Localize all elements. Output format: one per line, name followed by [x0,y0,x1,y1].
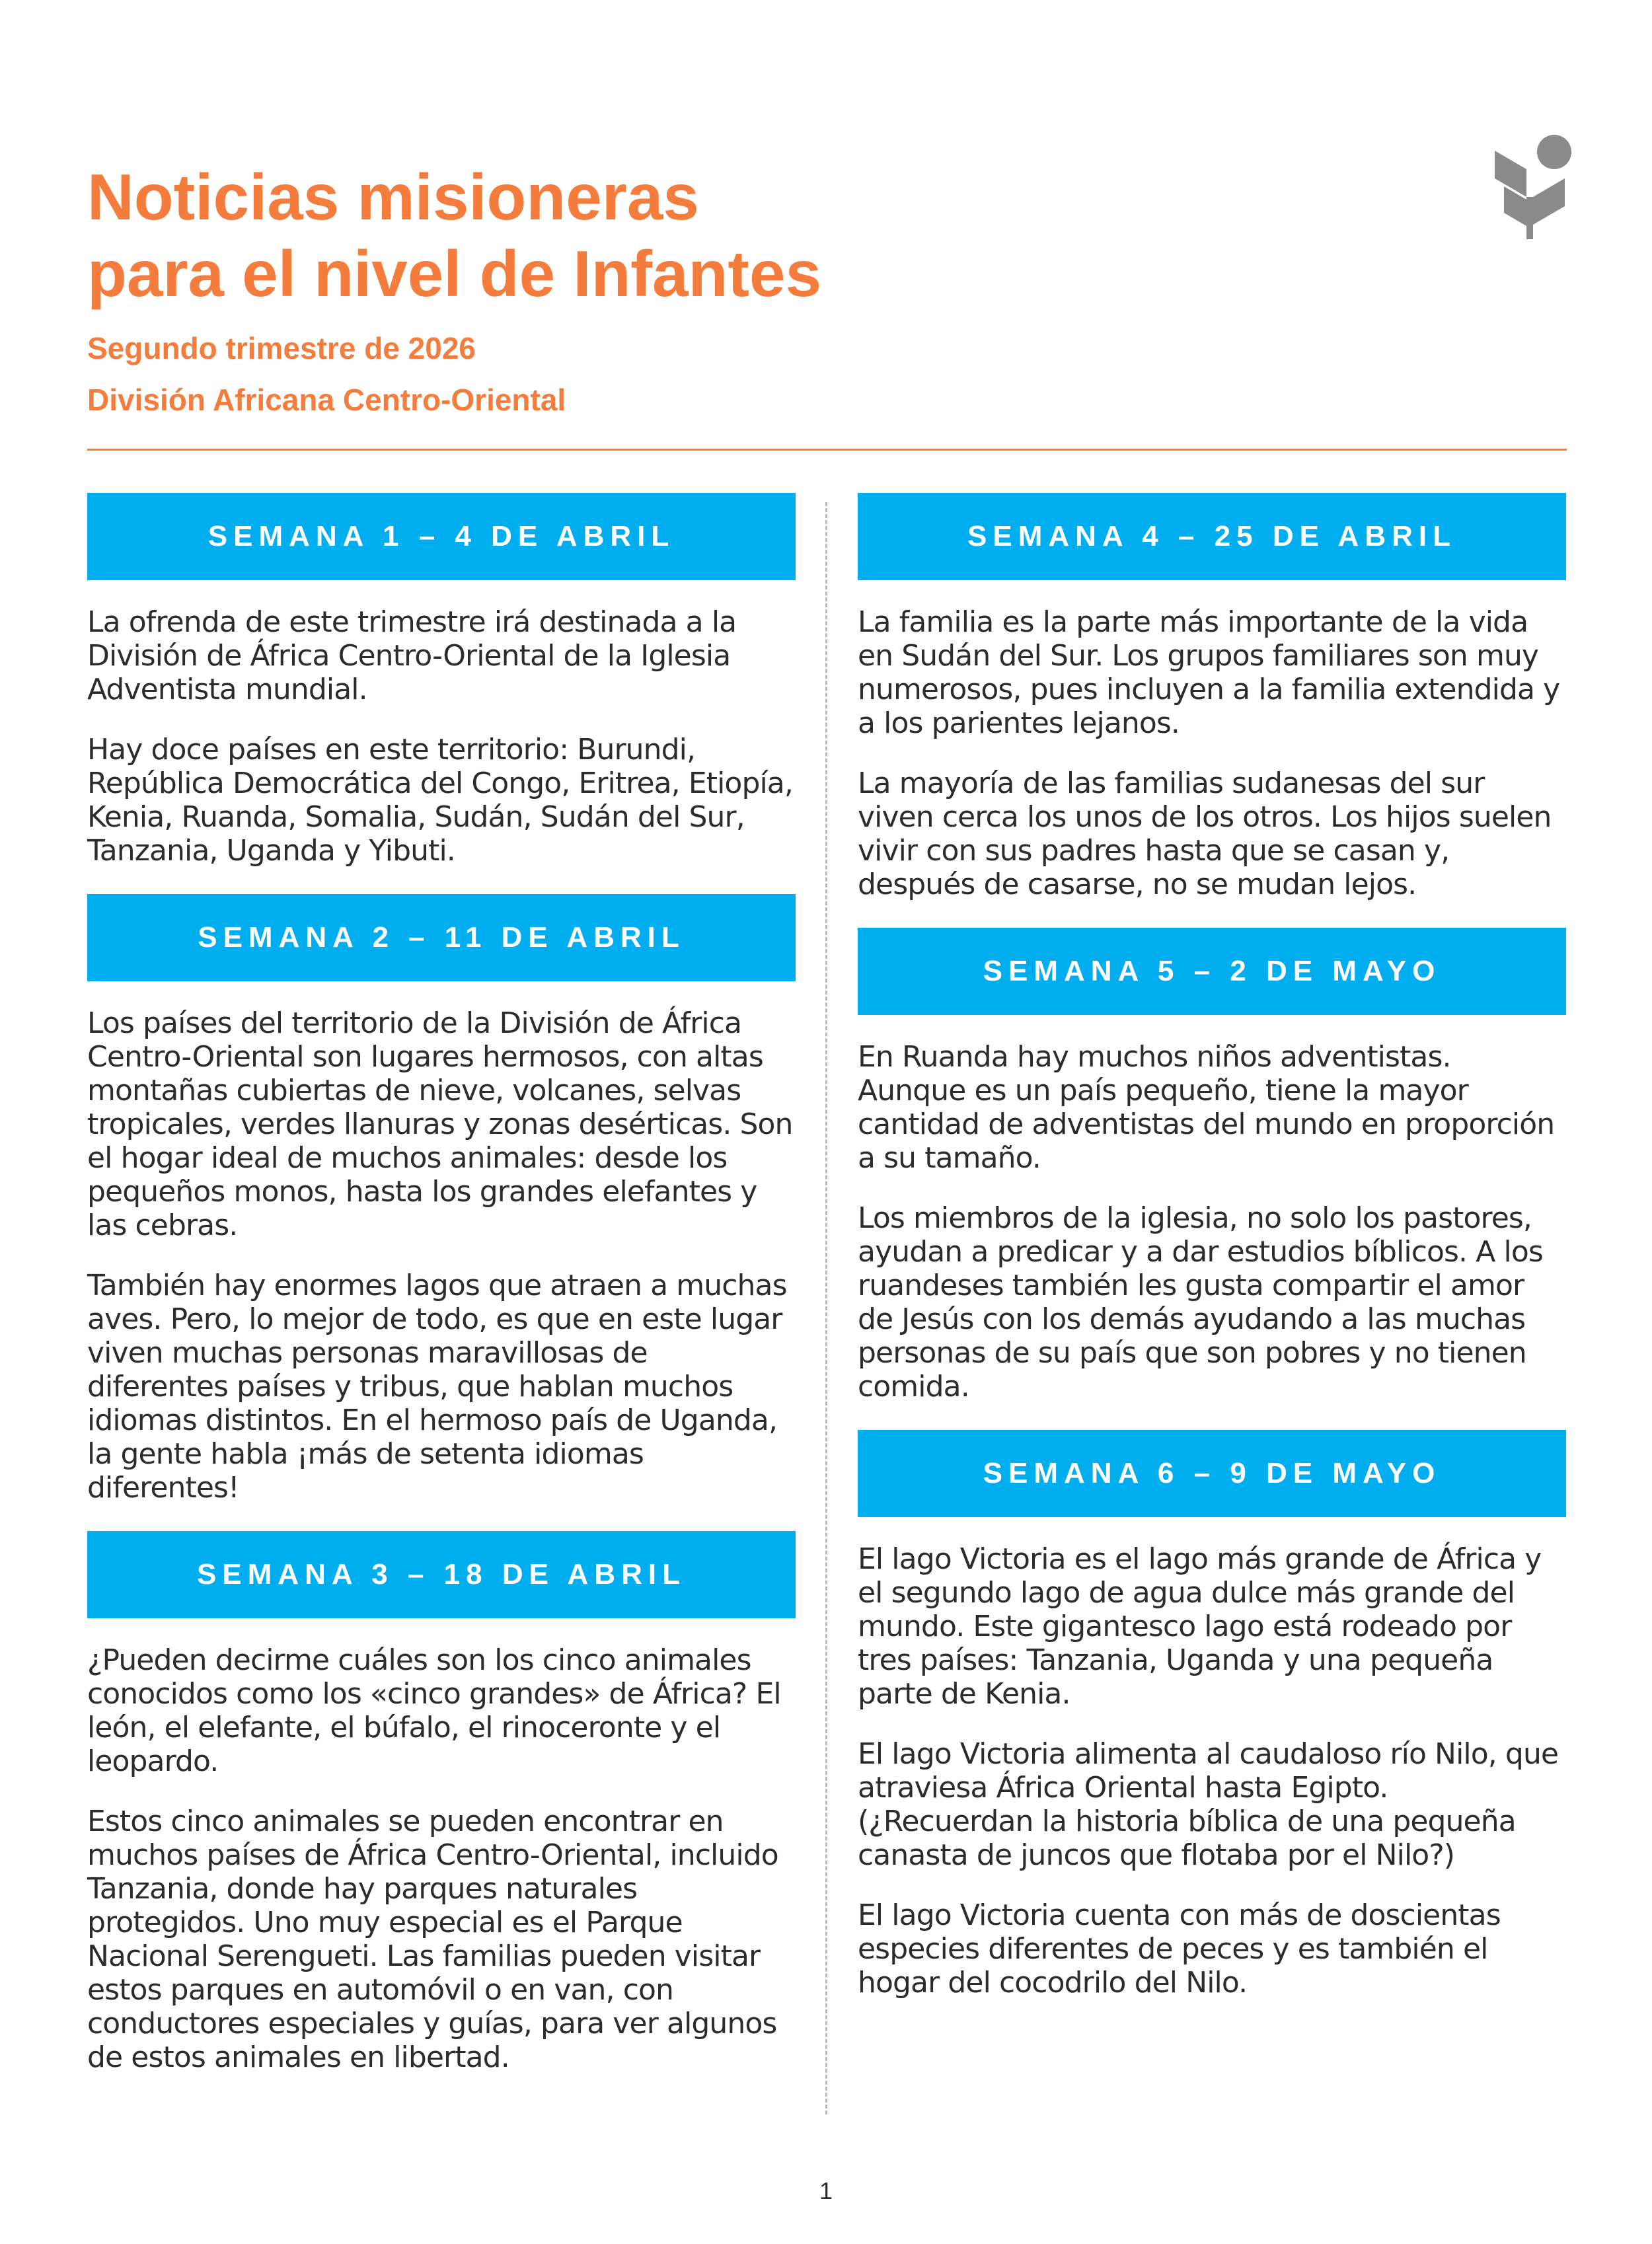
column-divider [825,502,827,2114]
week-2-section [87,894,796,1505]
week-5-paragraph: En Ruanda hay muchos niños adventistas. Aunque es un país pequeño, tiene la mayor cantidad de adventistas del mundo en proporción a su tamaño. [858,1040,1555,1175]
week-4-banner: SEMANA 4 – 25 DE ABRIL [858,493,1566,580]
week-1-paragraph: Hay doce países en este territorio: Burundi, República Democrática del Congo, Eritrea, Etiopía, Kenia, Ruanda, Somalia, Sudán, Sudán del Sur, Tanzania, Uganda y Yibuti. [87,733,793,868]
left-column [87,493,796,2101]
week-6-paragraph: El lago Victoria cuenta con más de doscientas especies diferentes de peces y es también el hogar del cocodrilo del Nilo. [858,1898,1501,2000]
week-1-paragraph: La ofrenda de este trimestre irá destinada a la División de África Centro-Oriental de la Iglesia Adventista mundial. [87,605,737,706]
right-column [858,493,1566,2026]
week-4-section [858,493,1566,901]
week-3-section [87,1531,796,2074]
sprout-logo-icon [1492,133,1573,241]
week-4-paragraph: La mayoría de las familias sudanesas del sur viven cerca los unos de los otros. Los hijos suelen vivir con sus padres hasta que se casan y, después de casarse, no se mudan lejos. [858,767,1552,901]
week-2-paragraph: También hay enormes lagos que atraen a muchas aves. Pero, lo mejor de todo, es que en este lugar viven muchas personas maravillosas de diferentes países y tribus, que hablan muchos idiomas distintos. En el hermoso país de Uganda, la gente habla ¡más de setenta idiomas diferentes! [87,1269,787,1505]
subtitle-quarter: Segundo trimestre de 2026 [87,331,476,365]
subtitle-division: División Africana Centro-Oriental [87,383,566,417]
page-title [87,159,1343,312]
week-3-paragraph: ¿Pueden decirme cuáles son los cinco animales conocidos como los «cinco grandes» de África? El león, el elefante, el búfalo, el rinoceronte y el leopardo. [87,1643,781,1778]
week-6-paragraph: El lago Victoria alimenta al caudaloso río Nilo, que atraviesa África Oriental hasta Egipto. (¿Recuerdan la historia bíblica de una pequeña canasta de juncos que flotaba por el Nilo?) [858,1737,1559,1872]
week-2-banner: SEMANA 2 – 11 DE ABRIL [87,894,796,981]
week-6-section [858,1430,1566,2000]
page-number: 1 [819,2177,833,2204]
week-3-banner: SEMANA 3 – 18 DE ABRIL [87,1531,796,1618]
week-2-paragraph: Los países del territorio de la División de África Centro-Oriental son lugares hermosos, con altas montañas cubiertas de nieve, volcanes, selvas tropicales, verdes llanuras y zonas desérticas. Son el hogar ideal de muchos animales: desde los pequeños monos, hasta los grandes elefantes y las cebras. [87,1006,793,1242]
week-3-paragraph: Estos cinco animales se pueden encontrar en muchos países de África Centro-Oriental, incluido Tanzania, donde hay parques naturales protegidos. Uno muy especial es el Parque Nacional Serengueti. Las familias pueden visitar estos parques en automóvil o en van, con conductores especiales y guías, para ver algunos de estos animales en libertad. [87,1805,778,2074]
title-line-1: Noticias misioneras [87,161,699,233]
week-1-section [87,493,796,868]
week-6-banner: SEMANA 6 – 9 DE MAYO [858,1430,1566,1517]
week-1-banner: SEMANA 1 – 4 DE ABRIL [87,493,796,580]
week-5-banner: SEMANA 5 – 2 DE MAYO [858,928,1566,1015]
week-5-section [858,928,1566,1403]
title-line-2: para el nivel de Infantes [87,237,822,310]
week-4-paragraph: La familia es la parte más importante de la vida en Sudán del Sur. Los grupos familiares son muy numerosos, pues incluyen a la familia extendida y a los parientes lejanos. [858,605,1560,740]
week-6-paragraph: El lago Victoria es el lago más grande de África y el segundo lago de agua dulce más grande del mundo. Este gigantesco lago está rodeado por tres países: Tanzania, Uganda y una pequeña parte de Kenia. [858,1542,1542,1711]
week-5-paragraph: Los miembros de la iglesia, no solo los pastores, ayudan a predicar y a dar estudios bíblicos. A los ruandeses también les gusta compartir el amor de Jesús con los demás ayudando a las muchas personas de su país que son pobres y no tienen comida. [858,1201,1543,1403]
header-rule [87,449,1567,451]
